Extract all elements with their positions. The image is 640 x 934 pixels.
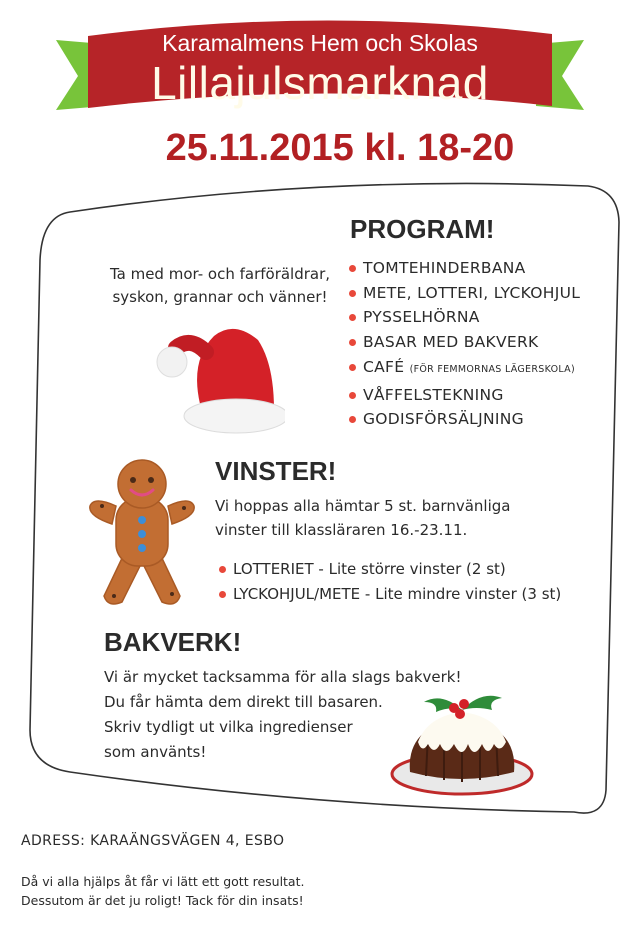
program-item: TOMTEHINDERBANA — [349, 256, 580, 281]
vinster-list — [219, 557, 561, 607]
footer-line-1: Då vi alla hjälps åt får vi lätt ett gott resultat. — [21, 874, 305, 889]
vinster-line-1: Vi hoppas alla hämtar 5 st. barnvänliga — [215, 497, 511, 515]
vinster-item: LYCKOHJUL/METE - Lite mindre vinster (3 st) — [219, 582, 561, 607]
program-heading: PROGRAM! — [350, 214, 495, 244]
vinster-text — [215, 494, 510, 542]
santa-hat-icon — [150, 318, 285, 440]
address: ADRESS: KARAÄNGSVÄGEN 4, ESBO — [21, 833, 285, 849]
footer-line-2: Dessutom är det ju roligt! Tack för din insats! — [21, 893, 304, 908]
program-item: GODISFÖRSÄLJNING — [349, 407, 580, 432]
invite-line-1: Ta med mor- och farföräldrar, — [109, 265, 331, 283]
vinster-heading: VINSTER! — [215, 456, 337, 486]
footer-text — [21, 872, 304, 910]
christmas-pudding-icon — [388, 682, 536, 800]
program-item: VÅFFELSTEKNING — [349, 383, 580, 408]
cafe-label: CAFÉ — [363, 357, 405, 376]
program-item: PYSSELHÖRNA — [349, 305, 580, 330]
program-list — [349, 256, 580, 432]
program-item: METE, LOTTERI, LYCKOHJUL — [349, 281, 580, 306]
event-date: 25.11.2015 kl. 18-20 — [165, 127, 515, 169]
event-title: Lillajulsmarknad — [151, 57, 489, 109]
gingerbread-man-icon — [86, 458, 198, 610]
invite-line-2: syskon, grannar och vänner! — [112, 288, 328, 306]
organizer-subtitle: Karamalmens Hem och Skolas — [162, 30, 478, 56]
program-item: BASAR MED BAKVERK — [349, 330, 580, 355]
bakverk-line: Skriv tydligt ut vilka ingredienser — [104, 718, 353, 736]
bakverk-heading: BAKVERK! — [104, 627, 242, 657]
vinster-line-2: vinster till klassläraren 16.-23.11. — [215, 521, 468, 539]
bakverk-line: Du får hämta dem direkt till basaren. — [104, 693, 383, 711]
bakverk-line: som använts! — [104, 743, 207, 761]
cafe-note: (FÖR FEMMORNAS LÄGERSKOLA) — [409, 363, 575, 375]
program-item-cafe — [349, 355, 580, 383]
invite-text — [100, 263, 340, 309]
bakverk-line: Vi är mycket tacksamma för alla slags bakverk! — [104, 668, 462, 686]
vinster-item: LOTTERIET - Lite större vinster (2 st) — [219, 557, 561, 582]
